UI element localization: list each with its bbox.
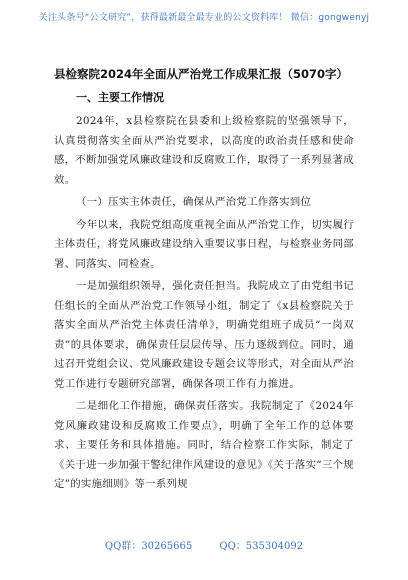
section-heading: 一、主要工作情况 xyxy=(76,91,164,104)
footer-qq: QQ：535304092 xyxy=(219,541,304,552)
document-body xyxy=(54,66,354,498)
sub-heading: （一）压实主体责任，确保从严治党工作落实到位 xyxy=(76,196,312,208)
footer-qq-group: QQ群：30265665 xyxy=(104,541,193,552)
paragraph-2: 一是加强组织领导，强化责任担当。我院成立了由党组书记任组长的全面从严治党工作领导小组，制定了《x县检察院关于落实全面从严治党主体责任清单》，明确党组班子成员“一岗双责”的具体要求，确保责任层层传导、压力逐级到位。同时，通过召开党组会议、党风廉政建设专题会议等形式，对全面从严治党工作进行专题研究部署，确保各项工作有力推进。 xyxy=(54,280,354,390)
footer-contacts xyxy=(0,537,408,552)
document-title: 县检察院2024年全面从严治党工作成果汇报（5070字） xyxy=(54,67,349,81)
intro-paragraph: 2024年，x县检察院在县委和上级检察院的坚强领导下，认真贯彻落实全面从严治党要求，以高度的政治责任感和使命感，不断加强党风廉政建设和反腐败工作，取得了一系列显著成效。 xyxy=(54,115,354,186)
paragraph-1: 今年以来，我院党组高度重视全面从严治党工作，切实履行主体责任，将党风廉政建设纳入重要议事日程，与检察业务同部署、同落实、同检查。 xyxy=(54,218,354,270)
promo-banner: 关注头条号“公文研究”，获得最新最全最专业的公文资料库！ 微信：gongwenyj xyxy=(38,13,370,23)
paragraph-3: 二是细化工作措施，确保责任落实。我院制定了《2024年党风廉政建设和反腐败工作要点》，明确了全年工作的总体要求、主要任务和具体措施。同时，结合检察工作实际，制定了《关于进一步加强干警纪律作风建设的意见》《关于落实“三个规定”的实施细则》等一系列规 xyxy=(54,400,354,490)
